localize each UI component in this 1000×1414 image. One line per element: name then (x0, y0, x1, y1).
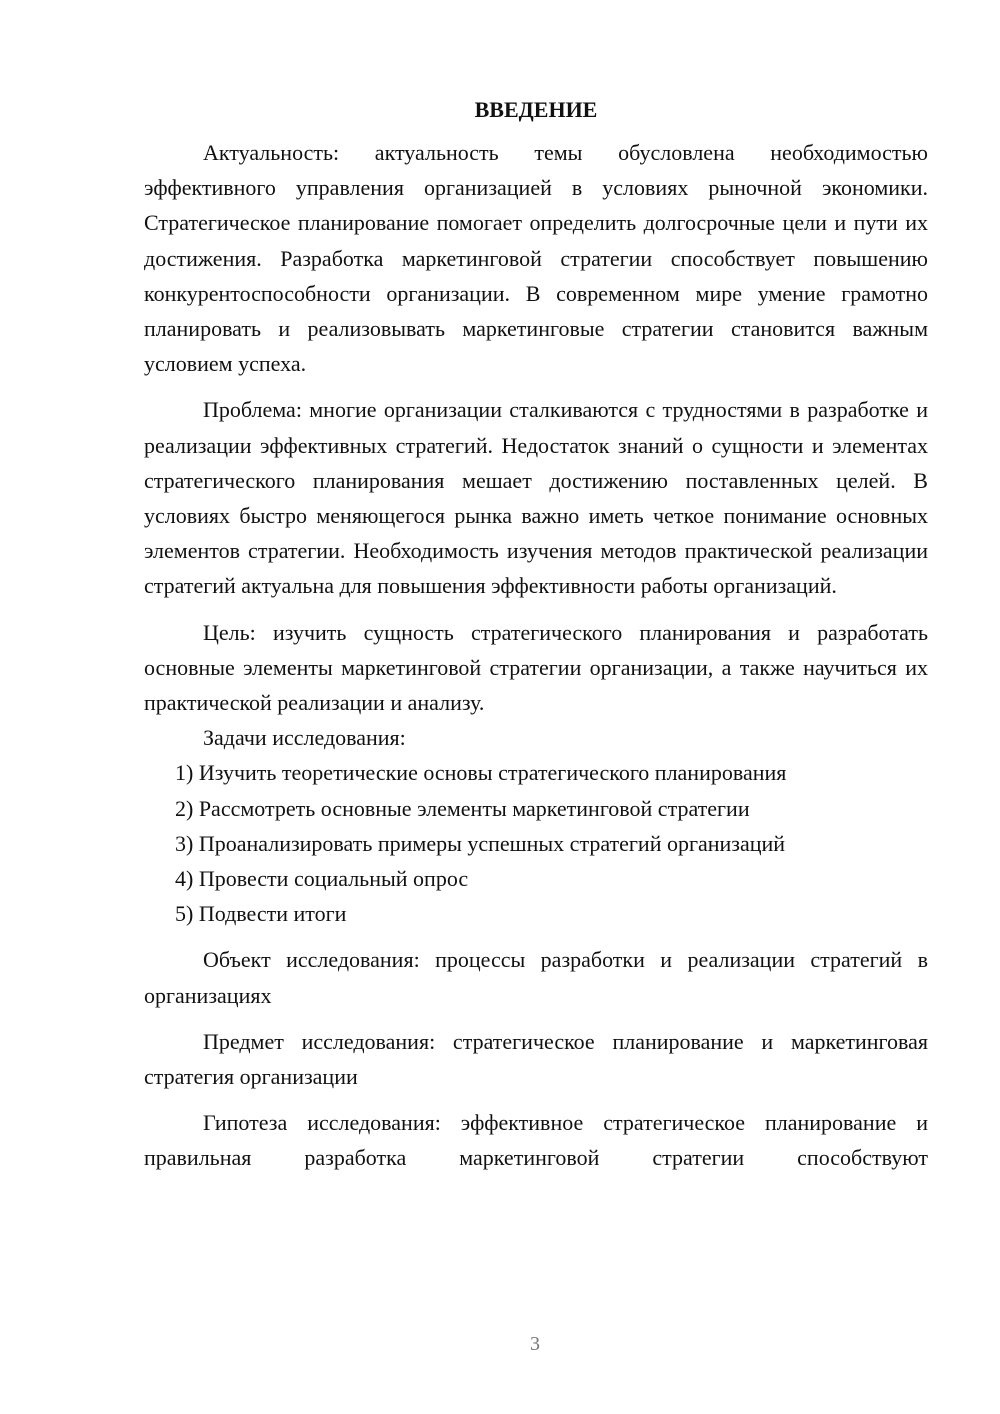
object-paragraph: Объект исследования: процессы разработки и реализации стратегий в организациях (144, 947, 928, 1008)
task-item: 4) Провести социальный опрос (175, 866, 469, 892)
task-item: 5) Подвести итоги (175, 901, 347, 927)
page-number: 3 (530, 1333, 540, 1355)
task-item: 1) Изучить теоретические основы стратегического планирования (175, 760, 787, 786)
task-item: 2) Рассмотреть основные элементы маркетинговой стратегии (175, 795, 750, 821)
hypothesis-paragraph: Гипотеза исследования: эффективное стратегическое планирование и правильная разработка маркетинговой стратегии способствуют (144, 1110, 928, 1171)
section-title: ВВЕДЕНИЕ (474, 97, 598, 122)
goal-paragraph: Цель: изучить сущность стратегического планирования и разработать основные элементы маркетинговой стратегии организации, а также научиться их практической реализации и анализу. (144, 619, 928, 716)
subject-paragraph: Предмет исследования: стратегическое планирование и маркетинговая стратегия организации (144, 1028, 928, 1090)
tasks-heading: Задачи исследования: (203, 725, 406, 751)
document-page (144, 92, 928, 1176)
relevance-paragraph: Актуальность: актуальность темы обусловлена необходимостью эффективного управления организацией в условиях рыночной экономики. Стратегическое планирование помогает определить долгосрочные цели и пути их достижения. Разработка маркетинговой стратегии способствует повышению конкурентоспособности организации. В современном мире умение грамотно планировать и реализовывать маркетинговые стратегии становится важным условием успеха. (144, 140, 928, 377)
problem-paragraph: Проблема: многие организации сталкиваются с трудностями в разработке и реализации эффективных стратегий. Недостаток знаний о сущности и элементах стратегического планирования мешает достижению поставленных целей. В условиях быстро меняющегося рынка важно иметь четкое понимание основных элементов стратегии. Необходимость изучения методов практической реализации стратегий актуальна для повышения эффективности работы организаций. (144, 397, 928, 599)
task-item: 3) Проанализировать примеры успешных стратегий организаций (175, 830, 786, 856)
